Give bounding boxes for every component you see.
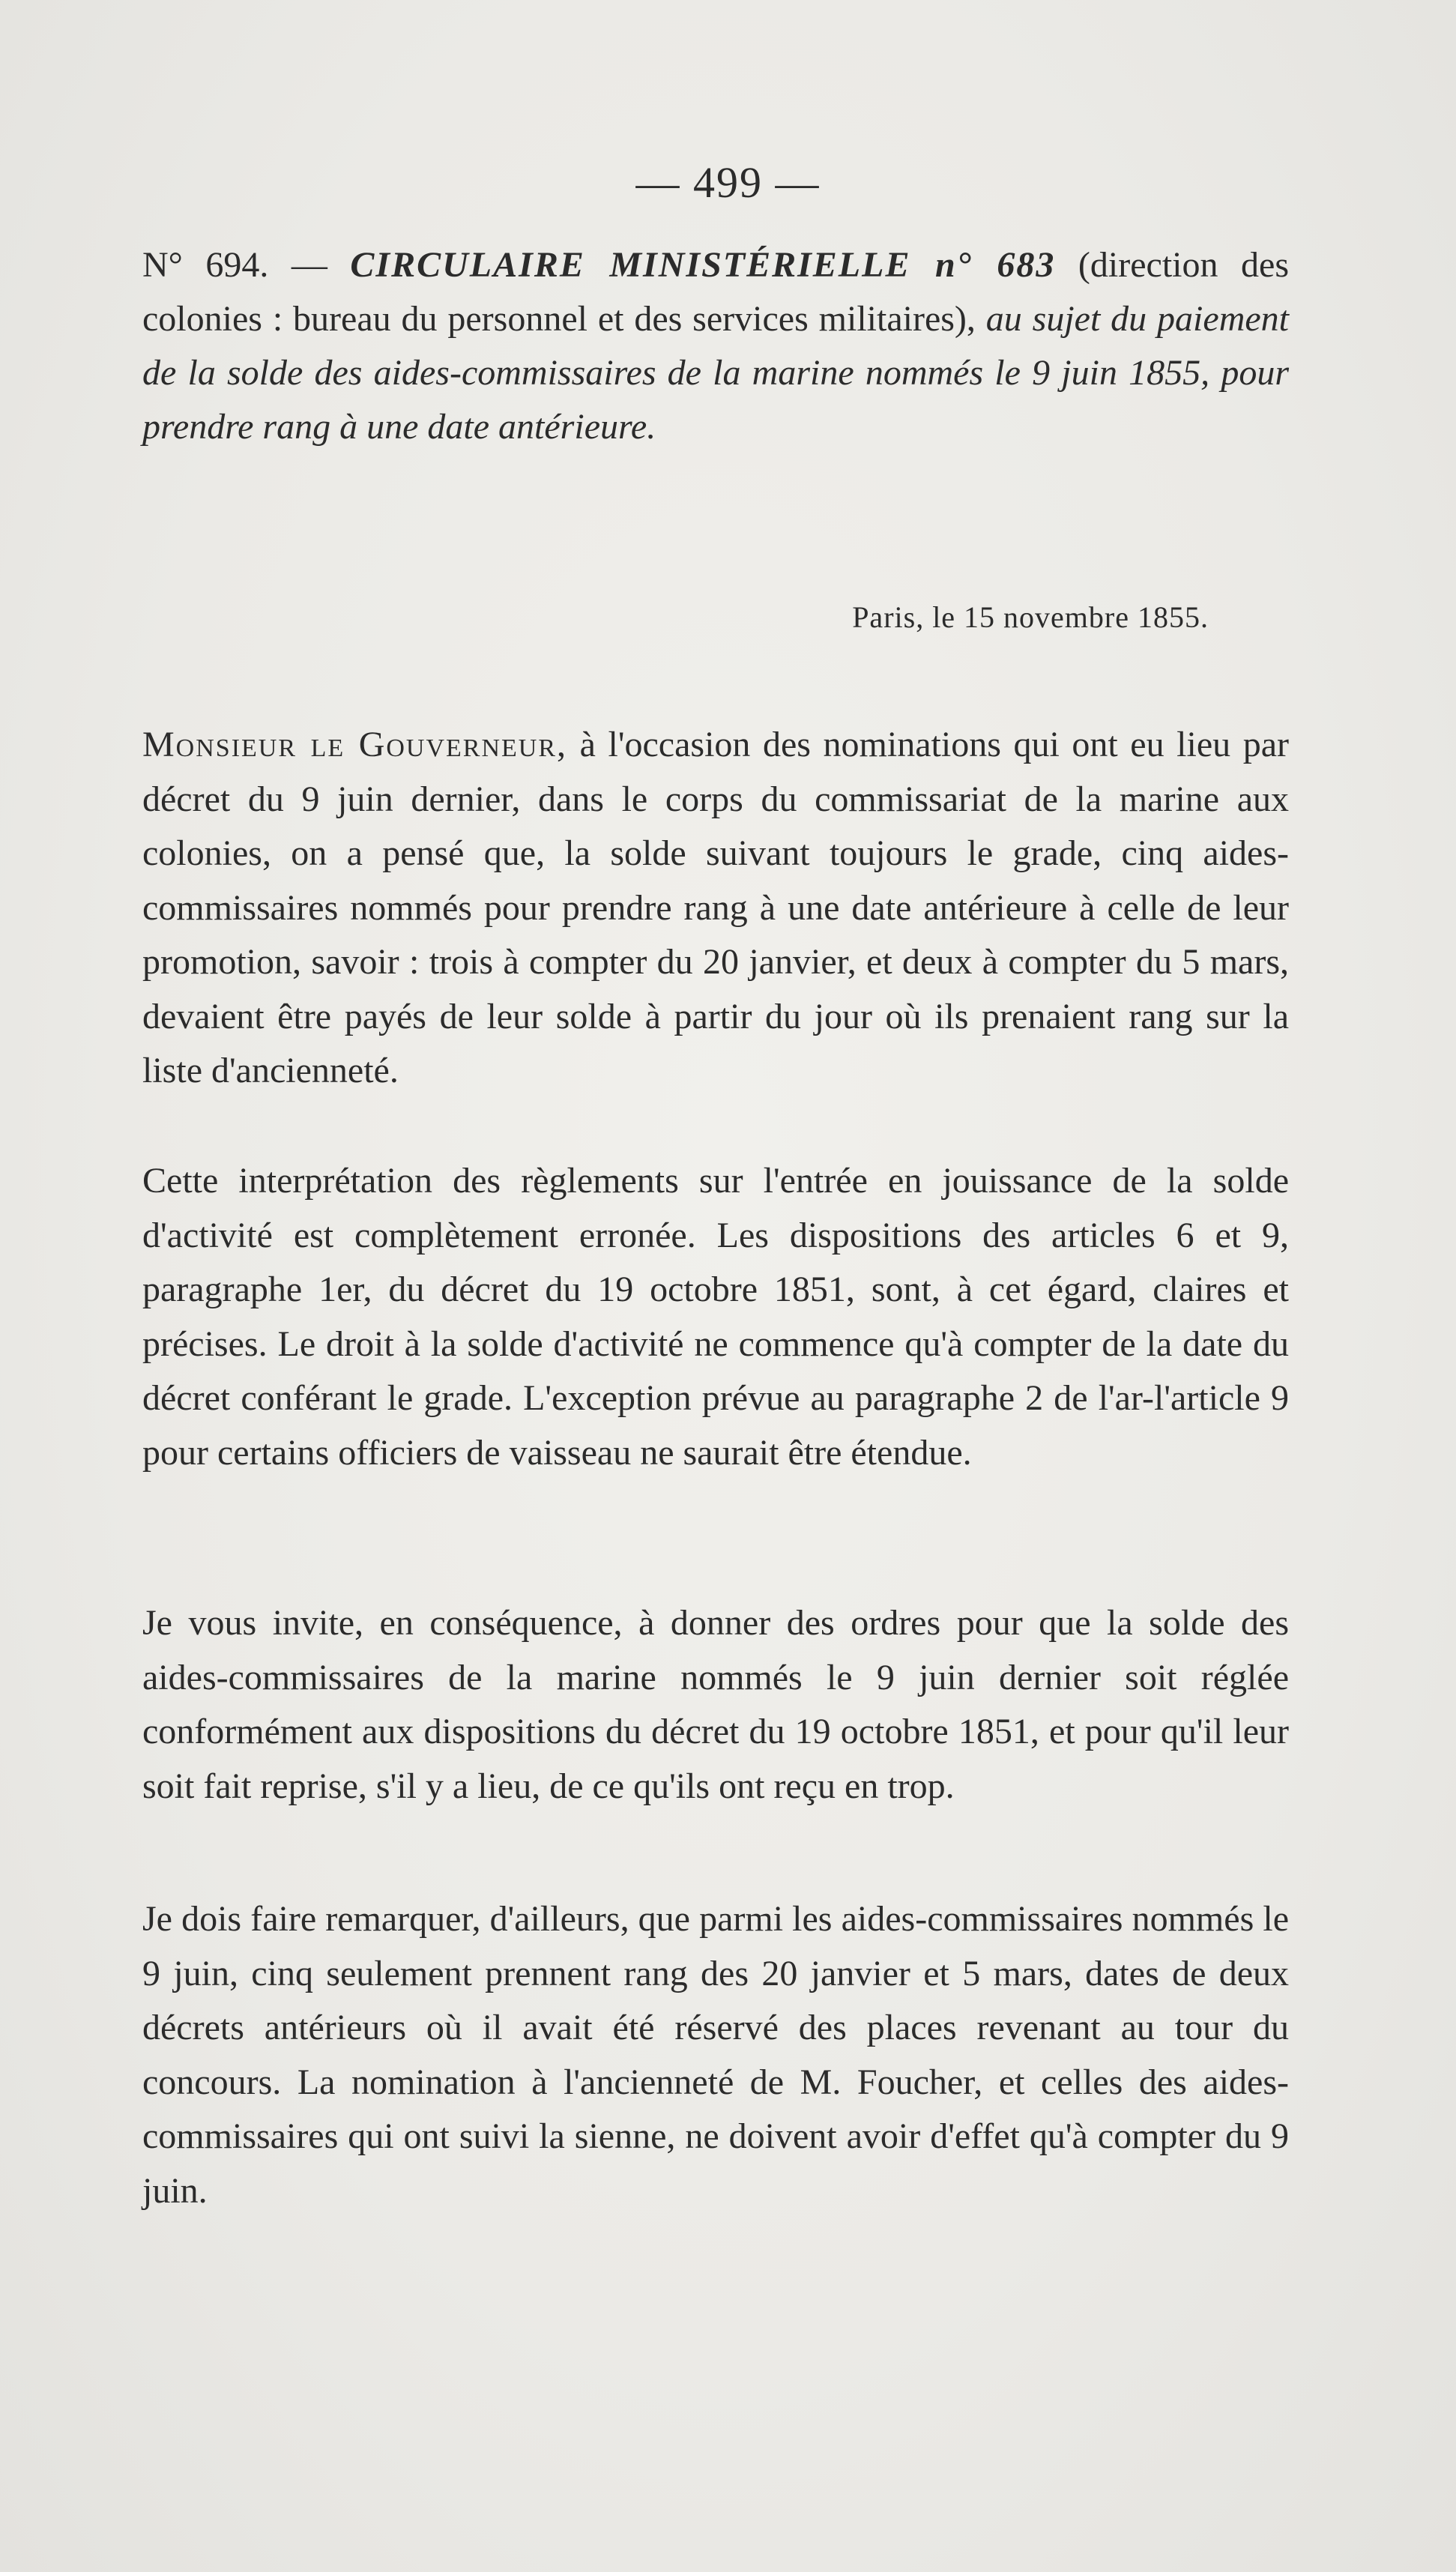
paragraph-2: Cette interprétation des règlements sur l'entrée en jouissance de la solde d'activité est complètement erronée. Les dispositions des articles 6 et 9, paragraphe 1er, du décret du 19 octobre 1851, sont, à cet égard, claires et précises. Le droit à la solde d'activité ne commence qu'à compter de la date du décret conférant le grade. L'exception prévue au paragraphe 2 de l'ar-l'article 9 pour certains officiers de vaisseau ne saurait être étendue. bbox=[142, 1161, 1289, 1473]
circular-subject: au sujet du paiement de la solde des aides-commissaires de la marine nommés le 9 juin 1855, pour prendre rang à une date antérieure. bbox=[142, 299, 1289, 447]
dateline: Paris, le 15 novembre 1855. bbox=[852, 600, 1209, 634]
circular-number: N° 694. — bbox=[142, 245, 327, 285]
salutation: Monsieur le Gouverneur, bbox=[142, 725, 568, 764]
paragraph-1 bbox=[142, 718, 1289, 1099]
circular-direction: (direction des colonies : bureau du personnel et des services militaires), bbox=[142, 245, 1289, 339]
page-number: — 499 — bbox=[635, 158, 821, 207]
circular-heading bbox=[142, 238, 1289, 454]
paragraph-3: Je vous invite, en conséquence, à donner des ordres pour que la solde des aides-commissaires de la marine nommés le 9 juin dernier soit réglée conformément aux dispositions du décret du 19 octobre 1851, et pour qu'il leur soit fait reprise, s'il y a lieu, de ce qu'ils ont reçu en trop. bbox=[142, 1603, 1289, 1806]
paragraph-4: Je dois faire remarquer, d'ailleurs, que parmi les aides-commissaires nommés le 9 juin, cinq seulement prennent rang des 20 janvier et 5 mars, dates de deux décrets antérieurs où il avait été réservé des places revenant au tour du concours. La nomination à l'ancienneté de M. Foucher, et celles des aides-commissaires qui ont suivi la sienne, ne doivent avoir d'effet qu'à compter du 9 juin. bbox=[142, 1899, 1289, 2211]
circular-title: CIRCULAIRE MINISTÉRIELLE n° 683 bbox=[350, 245, 1056, 285]
paragraph-1-text: à l'occasion des nominations qui ont eu lieu par décret du 9 juin dernier, dans le corps du commissariat de la marine aux colonies, on a pensé que, la solde suivant toujours le grade, cinq aides-commissaires nommés pour prendre rang à une date antérieure à celle de leur promotion, savoir : trois à compter du 20 janvier, et deux à compter du 5 mars, devaient être payés de leur solde à partir du jour où ils prenaient rang sur la liste d'ancienneté. bbox=[142, 725, 1290, 1090]
